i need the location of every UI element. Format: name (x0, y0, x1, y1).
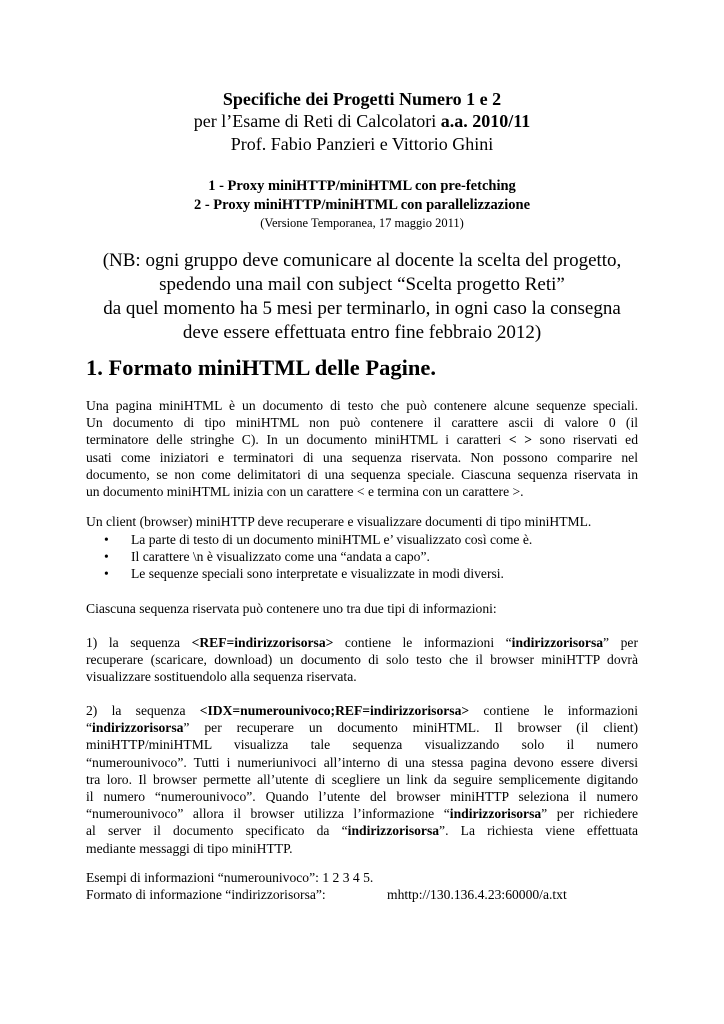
bullet-icon: • (104, 549, 109, 565)
text-line: Ciascuna sequenza riservata può contenere uno tra due tipi di informazioni: (86, 601, 497, 616)
text-line: usati come iniziatori e terminatori di una sequenza riservata. Non possono comparire nel (86, 449, 638, 465)
text-span: contiene le informazioni (469, 703, 638, 718)
text-span: terminatore delle stringhe C). In un documento miniHTML i caratteri (86, 432, 509, 448)
text-span: “ (86, 720, 93, 736)
text-span: ” per (603, 635, 638, 650)
course-line (0, 110, 724, 132)
text-line: il numero “numerounivoco”. Quando l’utente del browser miniHTTP seleziona il numero (86, 788, 638, 804)
text-line (86, 822, 638, 839)
text-line (86, 431, 638, 448)
project-2-title: 2 - Proxy miniHTTP/miniHTML con parallelizzazione (193, 197, 531, 213)
example-format-label: Formato di informazione “indirizzorisorsa”: (86, 887, 326, 902)
paragraph-types (86, 600, 638, 617)
paragraph-intro (86, 397, 638, 500)
text-span: ”. La richiesta viene effettuata (439, 823, 638, 839)
text-line: miniHTTP/miniHTML visualizza tale sequenza visualizzando solo il numero (86, 737, 638, 753)
academic-year: a.a. 2010/11 (440, 111, 531, 131)
text-span: contiene le informazioni “ (333, 635, 512, 650)
text-line (86, 719, 638, 736)
list-item (104, 565, 644, 582)
nb-notice (0, 249, 724, 345)
text-span: sono riservati ed (532, 432, 639, 448)
list-item-text: La parte di testo di un documento miniHTML e’ visualizzato così come è. (131, 532, 533, 547)
text-line: Un documento di tipo miniHTML non può contenere il carattere ascii di valore 0 (il (86, 415, 638, 431)
list-item-text: Le sequenze speciali sono interpretate e visualizzate in modi diversi. (131, 566, 504, 582)
text-line: tra loro. Il browser permette all’utente di scegliere un link da seguire semplicemente digitando (86, 771, 638, 787)
keyword: indirizzorisorsa (449, 806, 542, 822)
keyword: indirizzorisorsa (511, 635, 604, 650)
text-line: mediante messaggi di tipo miniHTTP. (86, 840, 293, 856)
text-line: “numerounivoco”. Tutti i numeriunivoci all’interno di una stessa pagina devono essere diversi (86, 754, 638, 770)
text-span: 1) la sequenza (86, 635, 192, 650)
text-line: visualizzare sostituendolo alla sequenza riservata. (86, 669, 357, 685)
paragraph-idx (86, 702, 638, 857)
bullet-icon: • (104, 566, 109, 582)
text-span: 2) la sequenza (86, 703, 200, 718)
text-line (86, 805, 638, 822)
nb-line: deve essere effettuata entro fine febbraio 2012) (182, 322, 542, 343)
keyword: indirizzorisorsa (347, 823, 440, 839)
idx-sequence: <IDX=numerounivoco;REF=indirizzorisorsa> (199, 703, 470, 718)
example-numerounivoco: Esempi di informazioni “numerounivoco”: 1 2 3 4 5. (86, 870, 374, 885)
text-line: Una pagina miniHTML è un documento di testo che può contenere alcune sequenze speciali. (86, 398, 638, 413)
list-item-text: Il carattere \n è visualizzato come una “andata a capo”. (131, 549, 430, 565)
bullet-icon: • (104, 532, 109, 547)
text-span: al server il documento specificato da “ (86, 823, 348, 839)
nb-line: (NB: ogni gruppo deve comunicare al docente la scelta del progetto, (102, 250, 622, 271)
text-span: ” per richiedere (541, 806, 638, 822)
bullet-list (104, 531, 644, 583)
text-line: Un client (browser) miniHTTP deve recuperare e visualizzare documenti di tipo miniHTML. (86, 514, 592, 529)
text-line: un documento miniHTML inizia con un carattere < e termina con un carattere >. (86, 483, 524, 499)
text-line (86, 702, 638, 719)
text-line: recuperare (scaricare, download) un documento di solo testo che il browser miniHTTP dovrà (86, 652, 638, 668)
list-item (104, 531, 644, 548)
section-heading: 1. Formato miniHTML delle Pagine. (86, 355, 436, 380)
version-note: (Versione Temporanea, 17 maggio 2011) (260, 216, 464, 230)
document-title: Specifiche dei Progetti Numero 1 e 2 (222, 89, 502, 109)
course-name: per l’Esame di Reti di Calcolatori (193, 111, 441, 131)
ref-sequence: <REF=indirizzorisorsa> (191, 635, 334, 650)
paragraph-client (86, 513, 638, 530)
project-1-title: 1 - Proxy miniHTTP/miniHTML con pre-fetching (208, 178, 516, 194)
text-line (86, 634, 638, 651)
keyword: indirizzorisorsa (92, 720, 184, 736)
paragraph-ref (86, 634, 638, 686)
professors-line: Prof. Fabio Panzieri e Vittorio Ghini (230, 134, 494, 154)
nb-line: da quel momento ha 5 mesi per terminarlo, in ogni caso la consegna (103, 298, 621, 319)
list-item (104, 548, 644, 565)
text-span: “numerounivoco” allora il browser utilizza l’informazione “ (86, 806, 450, 822)
text-span: ” per recuperare un documento miniHTML. Il browser (il client) (183, 720, 638, 736)
reserved-chars: < > (508, 432, 533, 448)
text-line: documento, se non come delimitatori di una sequenza speciale. Ciascuna sequenza riservata in (86, 466, 638, 482)
example-format-value: mhttp://130.136.4.23:60000/a.txt (387, 887, 567, 902)
nb-line: spedendo una mail con subject “Scelta progetto Reti” (159, 274, 565, 295)
